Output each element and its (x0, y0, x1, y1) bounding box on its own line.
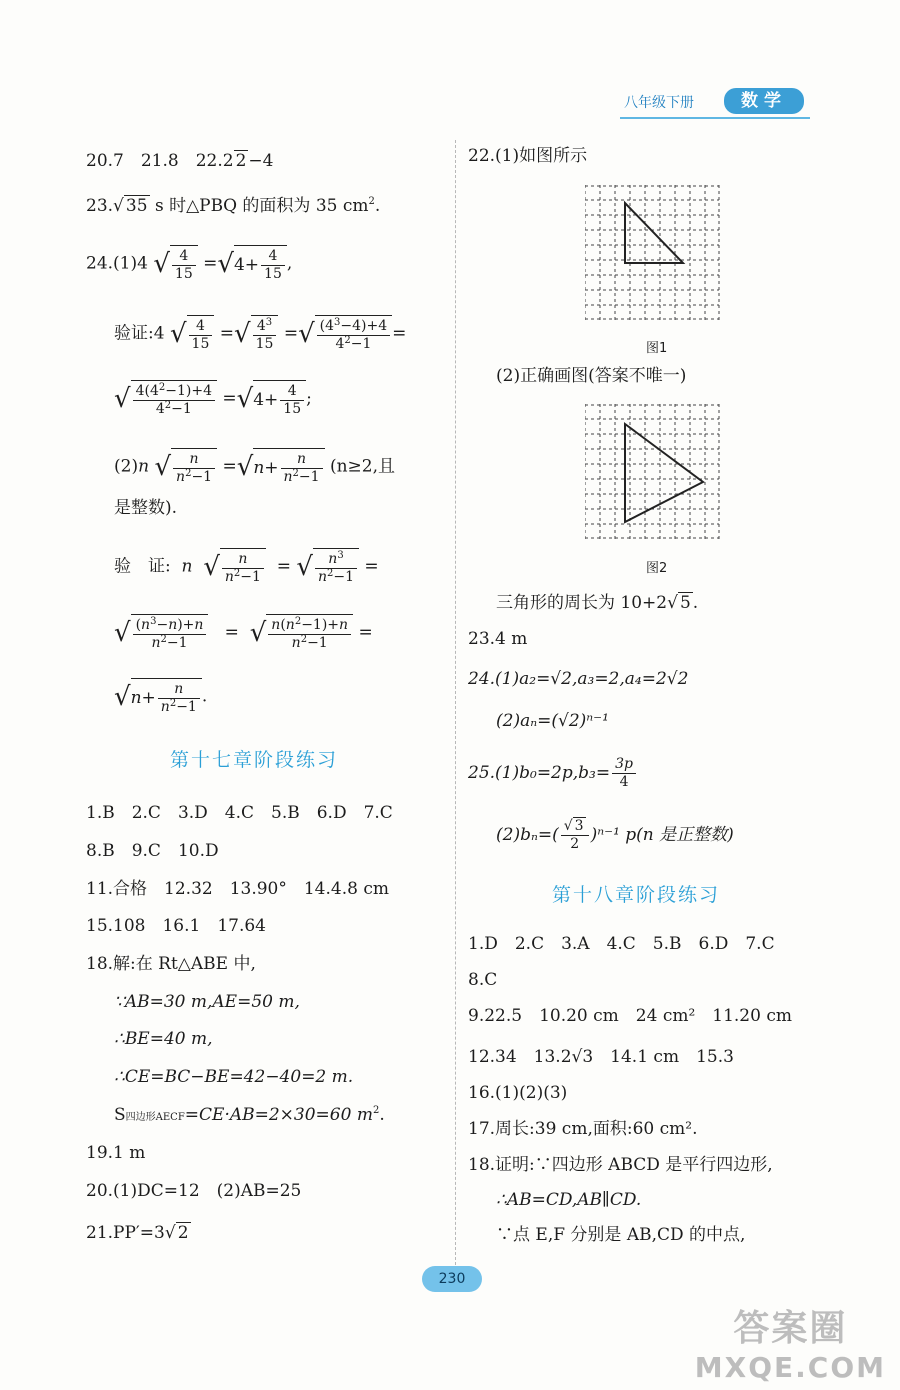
column-divider (455, 140, 456, 1275)
answers-8-10: 8.B 9.C 10.D (86, 841, 219, 861)
header-rule (620, 117, 810, 119)
answer-24-right-part1: 24.(1)a₂=√2,a₃=2,a₄=2√2 (468, 669, 689, 689)
answer-24-part1: 24.(1)4 √ $\frac{4}{15}$ =√4+ $\frac{4}{15}$ , (86, 245, 292, 283)
answers-b-18-line3: ∵点 E,F 分别是 AB,CD 的中点, (496, 1225, 746, 1245)
answer-18-line2: ∵AB=30 m,AE=50 m, (114, 992, 300, 1012)
answers-b-8: 8.C (468, 970, 498, 990)
figure-1-caption: 图1 (646, 341, 668, 356)
answers-b-17: 17.周长:39 cm,面积:60 cm². (468, 1119, 698, 1139)
answers-b-12-15: 12.34 13.2√3 14.1 cm 15.3 (468, 1047, 734, 1067)
answer-25-part1: 25.(1)b₀=2p,b₃= $\frac{3p}{4}$ (468, 756, 638, 791)
answer-22-part2: (2)正确画图(答案不唯一) (496, 366, 687, 386)
answers-b-18-line2: ∴AB=CD,AB∥CD. (496, 1190, 642, 1210)
answer-20-22: 20.7 21.8 22.2 2 −4 (86, 151, 274, 171)
answer-22-part1: 22.(1)如图所示 (468, 146, 588, 166)
answer-24-part2: (2)n √ $\frac{n}{n^2-1}$ =√n+ $\frac{n}{n^2-1}$ (n≥2,且 (114, 448, 395, 486)
answer-18-line4: ∴CE=BC−BE=42−40=2 m. (114, 1067, 354, 1087)
answer-23: 23.√ 35 s 时△PBQ 的面积为 35 $cm^2$. (86, 196, 381, 216)
triangle-figure-1 (625, 203, 683, 263)
answer-19: 19.1 m (86, 1143, 146, 1163)
answers-b-18-line1: 18.证明:∵四边形 ABCD 是平行四边形, (468, 1155, 773, 1175)
figure-2-caption: 图2 (646, 561, 668, 576)
perimeter-line: 三角形的周长为 10+2√ 5 . (496, 593, 699, 613)
answer-18-line5: S四边形AECF=CE·AB=2×30=60 $m^2$. (114, 1105, 385, 1125)
answers-11-14: 11.合格 12.32 13.90° 14.4.8 cm (86, 879, 389, 899)
triangle-figure-2 (625, 424, 703, 522)
section-title-17: 第十七章阶段练习 (170, 749, 339, 771)
answers-b-9-11: 9.22.5 10.20 cm 24 cm² 11.20 cm (468, 1006, 792, 1026)
answer-18-line3: ∴BE=40 m, (114, 1029, 213, 1049)
answer-25-part2: (2)bₙ=( $\frac{√ 3}{2}$ )ⁿ⁻¹ p(n 是正整数) (496, 818, 734, 852)
answers-b-1-7: 1.D 2.C 3.A 4.C 5.B 6.D 7.C (468, 934, 775, 954)
verify2-line-1: 验 证: n √ $\frac{n}{n^2-1}$ = √ $\frac{n^3}{n^2-1}$ = (114, 550, 379, 585)
verify-line-1: 验证:4 √ $\frac{4}{15}$ =√ $\frac{4^3}{15}$ =√ $\frac{(4^3-4)+4}{4^2-1}$ = (114, 317, 407, 352)
answer-23-right: 23.4 m (468, 629, 528, 649)
answer-20: 20.(1)DC=12 (2)AB=25 (86, 1181, 302, 1201)
page-number: 230 (422, 1266, 482, 1292)
figure-1-grid (585, 185, 720, 325)
section-title-18: 第十八章阶段练习 (552, 884, 721, 906)
answers-b-16: 16.(1)(2)(3) (468, 1083, 568, 1103)
answer-24-part2-cond: 是整数). (114, 498, 178, 518)
verify2-line-2: √ $\frac{(n^3-n)+n}{n^2-1}$ = √ $\frac{n(n^2-1)+n}{n^2-1}$ = (114, 616, 373, 651)
answers-1-7: 1.B 2.C 3.D 4.C 5.B 6.D 7.C (86, 803, 393, 823)
answer-18-line1: 18.解:在 Rt△ABE 中, (86, 954, 256, 974)
grade-label: 八年级下册 (624, 95, 694, 111)
answer-24-right-part2: (2)aₙ=(√2)ⁿ⁻¹ (496, 711, 609, 731)
watermark: 答案圈 MXQE.COM (694, 1308, 886, 1384)
answers-15-17: 15.108 16.1 17.64 (86, 916, 267, 936)
subject-badge: 数学 (724, 88, 804, 114)
figure-2-grid (585, 404, 720, 544)
verify-line-2: √ $\frac{4(4^2-1)+4}{4^2-1}$ =√4+ $\frac{4}{15}$ ; (114, 382, 312, 417)
verify2-line-3: √n+ $\frac{n}{n^2-1}$ . (114, 678, 207, 716)
answer-21: 21.PP′=3√ 2 (86, 1223, 189, 1243)
